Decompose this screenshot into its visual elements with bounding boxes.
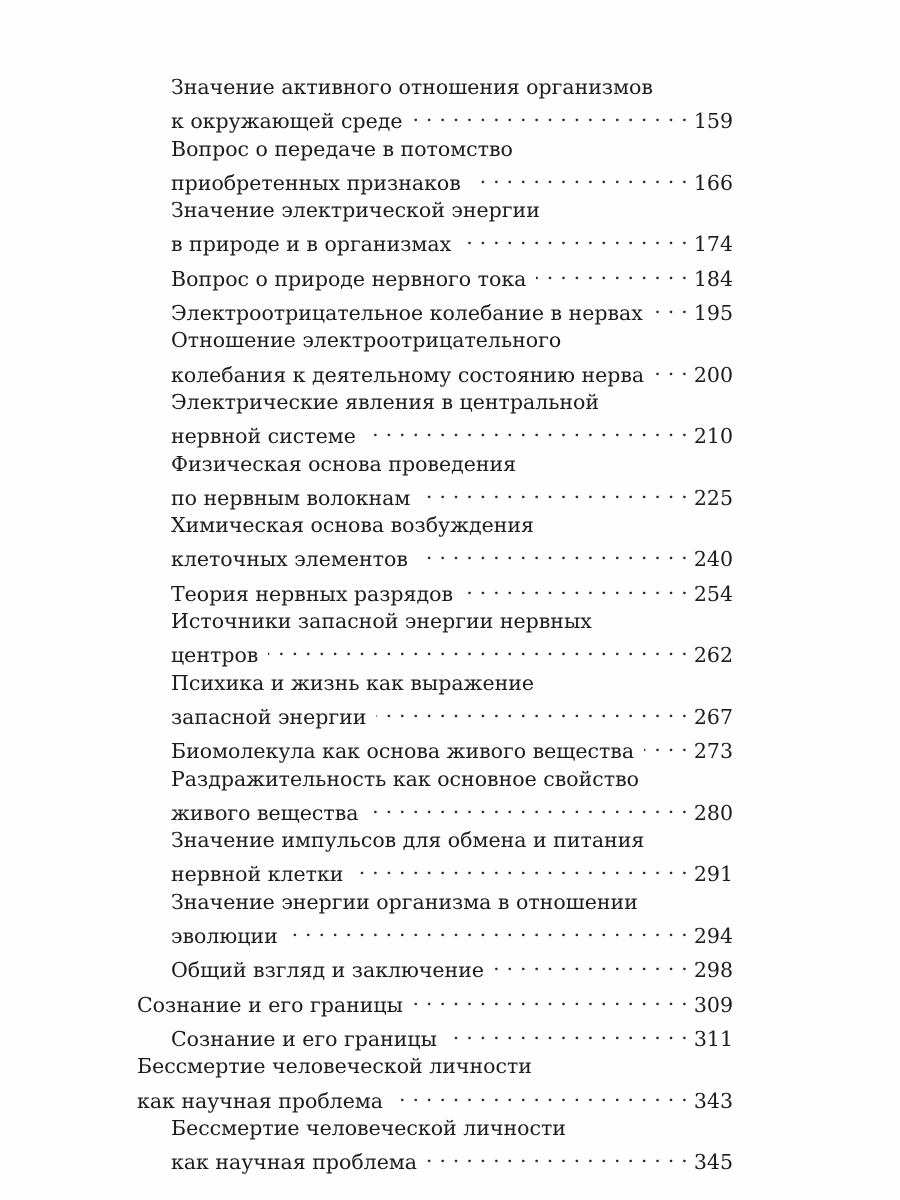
toc-page-number: 195 xyxy=(693,301,733,326)
toc-entry-title-line: по нервным волокнам xyxy=(171,485,411,510)
toc-entry-title-line: центров xyxy=(171,643,259,668)
toc-entry xyxy=(137,259,733,293)
toc-entry-title-line: Бессмертие человеческой личности xyxy=(137,1054,532,1079)
dot-leader xyxy=(353,854,687,881)
toc-entry xyxy=(137,512,733,574)
toc-entry xyxy=(137,74,733,136)
toc-entry xyxy=(137,950,733,984)
dot-leader xyxy=(413,985,688,1012)
toc-entry-title-line: Источники запасной энергии нервных xyxy=(171,609,592,634)
dot-leader xyxy=(461,224,688,251)
toc-page-number: 294 xyxy=(693,924,733,949)
toc-entry-title-line: нервной клетки xyxy=(171,862,344,887)
toc-entry xyxy=(137,1019,733,1053)
dot-leader xyxy=(268,635,688,662)
toc-entry-title-line: Вопрос о природе нервного тока xyxy=(171,266,527,291)
toc-entry-title-line: Значение импульсов для обмена и питания xyxy=(171,828,645,853)
dot-leader xyxy=(288,916,688,943)
toc-entry-title-line: Значение энергии организма в отношении xyxy=(171,889,638,914)
toc-section-entry xyxy=(137,1053,733,1115)
toc-entry-title-line: Химическая основа возбуждения xyxy=(171,513,534,538)
toc-page-number: 166 xyxy=(693,170,733,195)
toc-page-number: 273 xyxy=(693,739,733,764)
toc-page-number: 309 xyxy=(693,992,733,1017)
toc-page-number: 280 xyxy=(693,800,733,825)
toc-entry xyxy=(137,731,733,765)
toc-entry-title-line: клеточных элементов xyxy=(171,547,408,572)
toc-entry-title-line: живого вещества xyxy=(171,800,359,825)
dot-leader xyxy=(368,793,687,820)
toc-entry-title-line: Электроотрицательное колебание в нервах xyxy=(171,301,643,326)
toc-entry xyxy=(137,608,733,670)
dot-leader xyxy=(420,478,688,505)
toc-page-number: 254 xyxy=(693,581,733,606)
dot-leader xyxy=(494,950,688,977)
toc-page-number: 345 xyxy=(693,1150,733,1175)
toc-entry-title-line: запасной энергии xyxy=(171,704,367,729)
toc-entry-title-line: в природе и в организмах xyxy=(171,232,452,257)
dot-leader xyxy=(412,101,687,128)
dot-leader xyxy=(654,355,688,382)
toc-entry-title-line: Биомолекула как основа живого вещества xyxy=(171,739,635,764)
toc-entry-title-line: Раздражительность как основное свойство xyxy=(171,766,639,791)
toc-page-number: 159 xyxy=(693,109,733,134)
dot-leader xyxy=(393,1081,688,1108)
toc-entry xyxy=(137,327,733,389)
toc-entry xyxy=(137,197,733,259)
toc-entry-title-line: эволюции xyxy=(171,924,278,949)
toc-entry-title-line: как научная проблема xyxy=(171,1150,417,1175)
dot-leader xyxy=(418,539,688,566)
toc-page-number: 210 xyxy=(693,424,733,449)
toc-entry xyxy=(137,451,733,513)
toc-page-number: 200 xyxy=(693,362,733,387)
dot-leader xyxy=(653,293,688,320)
dot-leader xyxy=(536,259,688,286)
toc-entry xyxy=(137,574,733,608)
dot-leader xyxy=(427,1142,688,1169)
toc-page-number: 291 xyxy=(693,862,733,887)
toc-page-number: 311 xyxy=(693,1026,733,1051)
toc-entry-title-line: как научная проблема xyxy=(137,1088,383,1113)
toc-entry xyxy=(137,670,733,732)
toc-entry-title-line: Теория нервных разрядов xyxy=(171,581,453,606)
dot-leader xyxy=(463,574,688,601)
table-of-contents xyxy=(137,74,733,1176)
toc-entry-title-line: к окружающей среде xyxy=(171,109,403,134)
toc-entry-title-line: Вопрос о передаче в потомство xyxy=(171,136,513,161)
toc-entry-title-line: Сознание и его границы xyxy=(137,992,403,1017)
dot-leader xyxy=(644,731,688,758)
toc-page-number: 298 xyxy=(693,958,733,983)
toc-entry-title-line: Значение активного отношения организмов xyxy=(171,75,653,99)
toc-entry-title-line: Значение электрической энергии xyxy=(171,198,540,223)
toc-entry xyxy=(137,827,733,889)
toc-entry-title-line: Отношение электроотрицательного xyxy=(171,328,562,353)
toc-entry-title-line: приобретенных признаков xyxy=(171,170,461,195)
toc-entry-title-line: Электрические явления в центральной xyxy=(171,389,600,414)
toc-entry-title-line: колебания к деятельному состоянию нерва xyxy=(171,362,645,387)
toc-entry-title-line: Бессмертие человеческой личности xyxy=(171,1115,566,1140)
toc-page-number: 174 xyxy=(693,232,733,257)
toc-entry xyxy=(137,293,733,327)
toc-page-number: 184 xyxy=(693,266,733,291)
dot-leader xyxy=(447,1019,688,1046)
dot-leader xyxy=(376,697,687,724)
toc-section-entry xyxy=(137,985,733,1019)
dot-leader xyxy=(366,416,688,443)
toc-entry xyxy=(137,889,733,951)
toc-entry-title-line: Общий взгляд и заключение xyxy=(171,958,485,983)
toc-page-number: 267 xyxy=(693,704,733,729)
toc-page-number: 225 xyxy=(693,485,733,510)
toc-entry-title-line: Физическая основа проведения xyxy=(171,451,517,476)
toc-entry xyxy=(137,766,733,828)
toc-page-number: 262 xyxy=(693,643,733,668)
toc-entry-title-line: нервной системе xyxy=(171,424,356,449)
dot-leader xyxy=(471,163,688,190)
toc-page-number: 343 xyxy=(693,1088,733,1113)
toc-entry-title-line: Психика и жизнь как выражение xyxy=(171,670,535,695)
toc-entry xyxy=(137,1115,733,1177)
toc-entry xyxy=(137,389,733,451)
toc-entry xyxy=(137,136,733,198)
toc-entry-title-line: Сознание и его границы xyxy=(171,1026,437,1051)
toc-page-number: 240 xyxy=(693,547,733,572)
